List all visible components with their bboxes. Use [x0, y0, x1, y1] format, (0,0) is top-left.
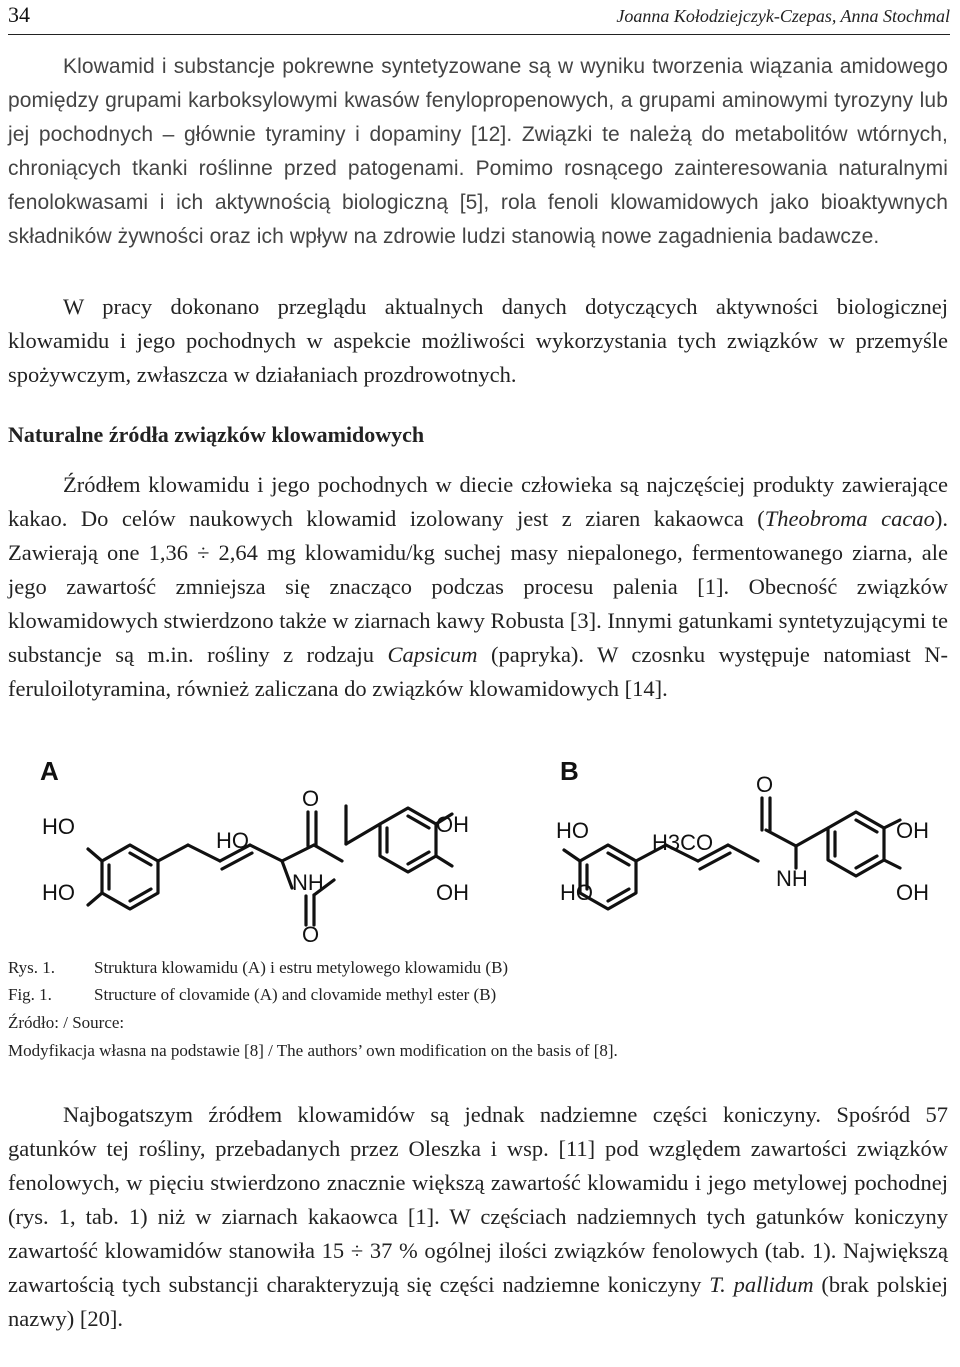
caption-source-text: Modyfikacja własna na podstawie [8] / The authors’ own modification on the basis of [8]. [8, 1041, 618, 1060]
para4-text-2: (brak polskiej nazwy) [20]. [8, 1272, 948, 1331]
atom-nh-a: NH [292, 870, 324, 895]
atom-oh-a1: OH [436, 812, 469, 837]
atom-h3co-b: H3CO [652, 830, 714, 855]
structure-figure [40, 750, 960, 950]
running-head: Joanna Kołodziejczyk-Czepas, Anna Stochmal [616, 6, 950, 26]
caption-english-label: Fig. 1. [8, 985, 52, 1004]
panel-label-b: B [560, 756, 579, 786]
atom-o-b1: O [756, 772, 774, 797]
atom-ho-a2: HO [42, 880, 75, 905]
atom-ho-a1: HO [42, 814, 75, 839]
caption-polish [8, 958, 508, 978]
para3-text-2: ). Zawierają one 1,36 ÷ 2,64 mg klowamidu/kg suchej masy niepalonego, fermentowanego ziarna, ale jego zawartość zmniejsza się znacząco podczas procesu palenia [1]. Obecność związków klowamidowych stwierdzono także w ziarnach kawy Robusta [3]. Innymi gatunkami syntetyzującymi te substancje są m.in. rośliny z rodzaju [8, 506, 948, 667]
caption-polish-text: Struktura klowamidu (A) i estru metylowego klowamidu (B) [94, 958, 509, 977]
para4-text-1: Najbogatszym źródłem klowamidów są jednak nadziemne części koniczyny. Spośród 57 gatunków tej rośliny, przebadanych przez Oleszka i wsp. [11] pod względem zawartości związków fenolowych, w pięciu stwierdzono znacznie większą zawartość klowamidu i jego metylowej pochodnej (rys. 1, tab. 1) niż w ziarnach kakaowca [1]. W częściach nadziemnych tych gatunków koniczyny zawartość klowamidów stanowiła 15 ÷ 37 % ogólnej ilości związków fenolowych (tab. 1). Największą zawartością tych substancji charakteryzują się części nadziemne koniczyny [8, 1102, 948, 1297]
para3-italic-theobroma: Theobroma cacao [764, 506, 935, 531]
paragraph-aim: W pracy dokonano przeglądu aktualnych danych dotyczących aktywności biologicznej klowamidu i jego pochodnych w aspekcie możliwości wykorzystania tych związków w przemyśle spożywczym, zwłaszcza w działaniach prozdrowotnych. [8, 294, 948, 387]
paragraph-sources [8, 468, 948, 706]
atom-oh-b1: OH [896, 818, 929, 843]
page-header [8, 2, 950, 35]
atom-oh-b2: OH [896, 880, 929, 905]
page-number: 34 [8, 2, 30, 27]
atom-ho-b1: HO [556, 818, 589, 843]
para3-italic-capsicum: Capsicum [387, 642, 478, 667]
paragraph-clover [8, 1098, 948, 1336]
para4-italic-species: T. pallidum [709, 1272, 814, 1297]
atom-nh-b: NH [776, 866, 808, 891]
atom-oh-a2: OH [436, 880, 469, 905]
atom-ho-b2: HO [560, 880, 593, 905]
atom-ho-a3: HO [216, 828, 249, 853]
panel-label-a: A [40, 756, 59, 786]
atom-o-a2: O [302, 922, 320, 947]
atom-o-a1: O [302, 786, 320, 811]
caption-english-text: Structure of clovamide (A) and clovamide methyl ester (B) [94, 985, 497, 1004]
para3-text-3: (papryka). W czosnku występuje natomiast N-feruloilotyramina, również zaliczana do związków klowamidowych [14]. [8, 642, 948, 701]
para3-text-1: Źródłem klowamidu i jego pochodnych w diecie człowieka są najczęściej produkty zawierające kakao. Do celów naukowych klowamid izolowany jest z ziaren kakaowca ( [8, 472, 948, 531]
caption-polish-label: Rys. 1. [8, 958, 56, 977]
caption-english [8, 985, 496, 1005]
chemical-structures [40, 750, 960, 950]
caption-source-label: Źródło: / Source: [8, 1013, 125, 1032]
section-heading: Naturalne źródła związków klowamidowych [8, 422, 425, 447]
paragraph-intro: Klowamid i substancje pokrewne syntetyzowane są w wyniku tworzenia wiązania amidowego pomiędzy grupami karboksylowymi kwasów fenylopropenowych, a grupami aminowymi tyrozyny lub jej pochodnych – głównie tyraminy i dopaminy [12]. Związki te należą do metabolitów wtórnych, chroniących tkanki roślinne przed patogenami. Pomimo rosnącego zainteresowania naturalnymi fenolokwasami i ich aktywnością biologiczną [5], rola fenoli klowamidowych jako bioaktywnych składników żywności oraz ich wpływ na zdrowie ludzi stanowią nowe zagadnienia badawcze. [8, 55, 948, 248]
